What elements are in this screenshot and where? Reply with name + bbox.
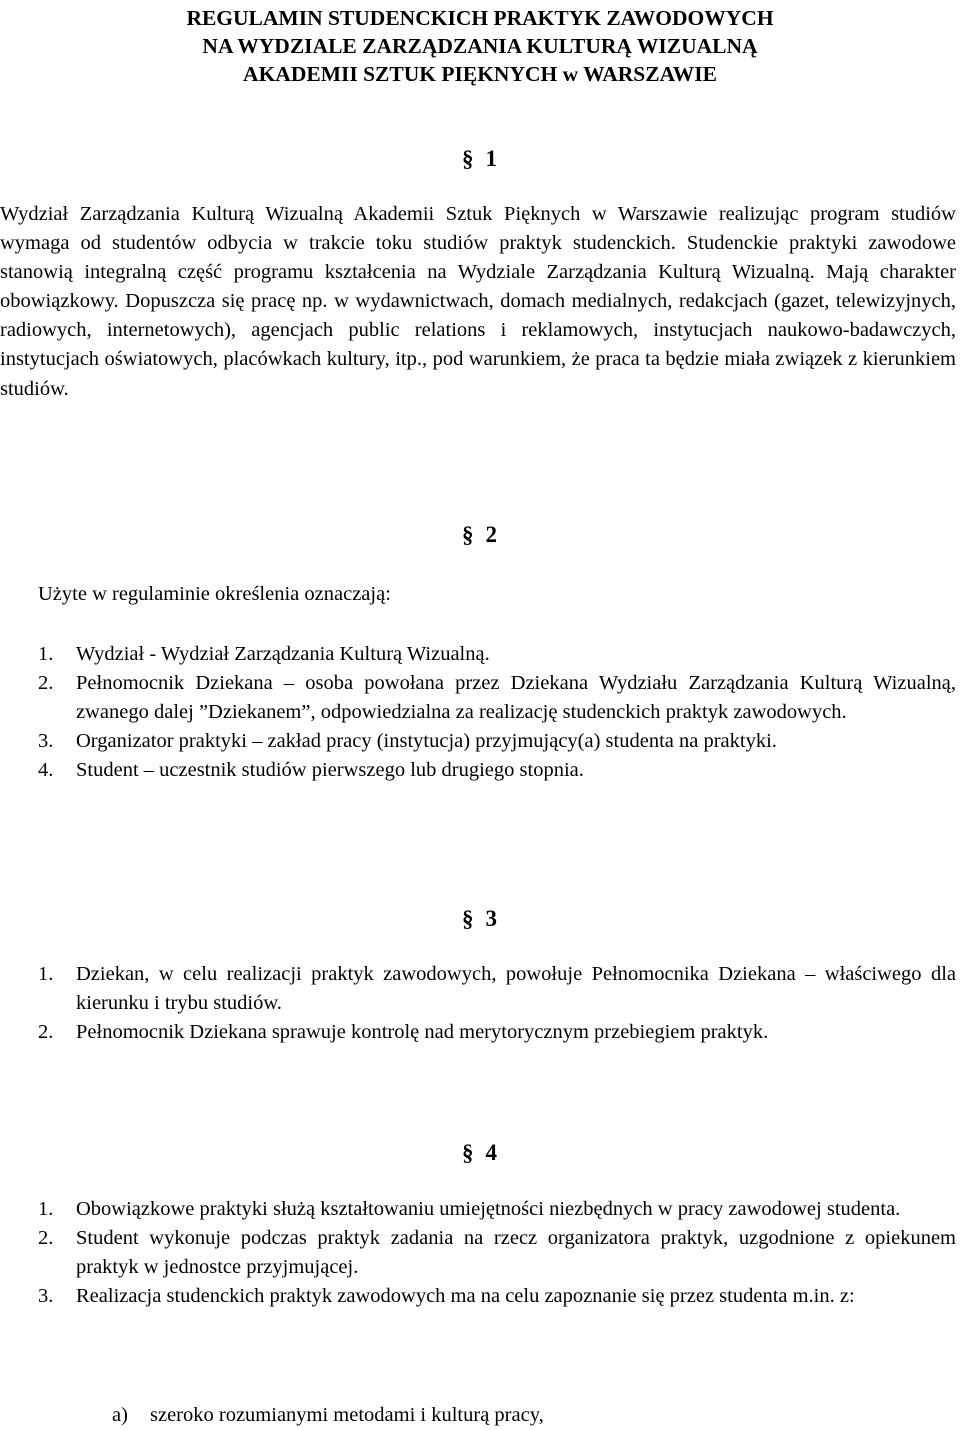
list-item [38, 640, 956, 669]
item-number: 3. [38, 1285, 54, 1308]
list-item [38, 1282, 956, 1311]
section-1-heading [462, 146, 497, 172]
section-symbol: § [462, 522, 474, 547]
section-4-sublist [112, 1401, 952, 1430]
item-number: 4. [38, 759, 54, 782]
item-text: Student – uczestnik studiów pierwszego lub drugiego stopnia. [76, 759, 584, 782]
section-1-paragraph: Wydział Zarządzania Kulturą Wizualną Akademii Sztuk Pięknych w Warszawie realizując program studiów wymaga od studentów odbycia w trakcie toku studiów praktyk studenckich. Studenckie praktyki zawodowe stanowią integralną część programu kształcenia na Wydziale Zarządzania Kulturą Wizualną. Mają charakter obowiązkowy. Dopuszcza się pracę np. w wydawnictwach, domach medialnych, redakcjach (gazet, telewizyjnych, radiowych, internetowych), agencjach public relations i reklamowych, instytucjach naukowo-badawczych, instytucjach oświatowych, placówkach kultury, itp., pod warunkiem, że praca ta będzie miała związek z kierunkiem studiów. [0, 203, 956, 400]
item-text: Pełnomocnik Dziekana – osoba powołana przez Dziekana Wydziału Zarządzania Kulturą Wizualną, zwanego dalej ”Dziekanem”, odpowiedzialna za realizację studenckich praktyk zawodowych. [76, 672, 956, 724]
item-text: Obowiązkowe praktyki służą kształtowaniu umiejętności niezbędnych w pracy zawodowej studenta. [76, 1198, 901, 1220]
item-text: Pełnomocnik Dziekana sprawuje kontrolę nad merytorycznym przebiegiem praktyk. [76, 1021, 769, 1044]
section-3-list [38, 960, 956, 1047]
list-item [38, 1018, 956, 1047]
list-item [38, 1195, 956, 1224]
item-text: Organizator praktyki – zakład pracy (instytucja) przyjmujący(a) studenta na praktyki. [76, 730, 777, 753]
section-symbol: § [462, 1140, 474, 1165]
section-symbol: § [462, 146, 474, 171]
section-number: 1 [485, 146, 497, 171]
document-title [0, 4, 960, 88]
item-text: Dziekan, w celu realizacji praktyk zawodowych, powołuje Pełnomocnika Dziekana – właściwego dla kierunku i trybu studiów. [76, 963, 956, 1015]
subitem-label: a) [112, 1404, 128, 1426]
section-4-heading [462, 1140, 497, 1166]
section-number: 3 [485, 906, 497, 931]
item-number: 1. [38, 963, 54, 985]
title-line-1: REGULAMIN STUDENCKICH PRAKTYK ZAWODOWYCH [186, 6, 774, 30]
list-item [38, 756, 956, 785]
item-number: 1. [38, 1198, 54, 1220]
list-item [38, 1224, 956, 1282]
item-number: 1. [38, 643, 54, 665]
list-item [38, 727, 956, 756]
item-text: Student wykonuje podczas praktyk zadania na rzecz organizatora praktyk, uzgodnione z opiekunem praktyk w jednostce przyjmującej. [76, 1227, 956, 1279]
section-3-heading [462, 906, 497, 932]
list-item [38, 960, 956, 1018]
item-text: Wydział - Wydział Zarządzania Kulturą Wizualną. [76, 643, 490, 665]
item-text: Realizacja studenckich praktyk zawodowych ma na celu zapoznanie się przez studenta m.in. z: [76, 1285, 855, 1308]
item-number: 2. [38, 672, 54, 695]
section-4-list [38, 1195, 956, 1311]
item-number: 3. [38, 730, 54, 753]
sublist-item [112, 1401, 952, 1430]
list-item [38, 669, 956, 727]
section-number: 2 [485, 522, 497, 547]
title-line-2: NA WYDZIALE ZARZĄDZANIA KULTURĄ WIZUALNĄ [202, 34, 758, 58]
section-symbol: § [462, 906, 474, 931]
subitem-text: szeroko rozumianymi metodami i kulturą pracy, [150, 1404, 544, 1426]
item-number: 2. [38, 1021, 54, 1044]
section-2-list [38, 640, 956, 785]
title-line-3: AKADEMII SZTUK PIĘKNYCH w WARSZAWIE [243, 62, 717, 86]
section-number: 4 [485, 1140, 497, 1165]
section-2-intro: Użyte w regulaminie określenia oznaczają: [38, 583, 391, 605]
section-2-heading [462, 522, 497, 548]
item-number: 2. [38, 1227, 54, 1250]
